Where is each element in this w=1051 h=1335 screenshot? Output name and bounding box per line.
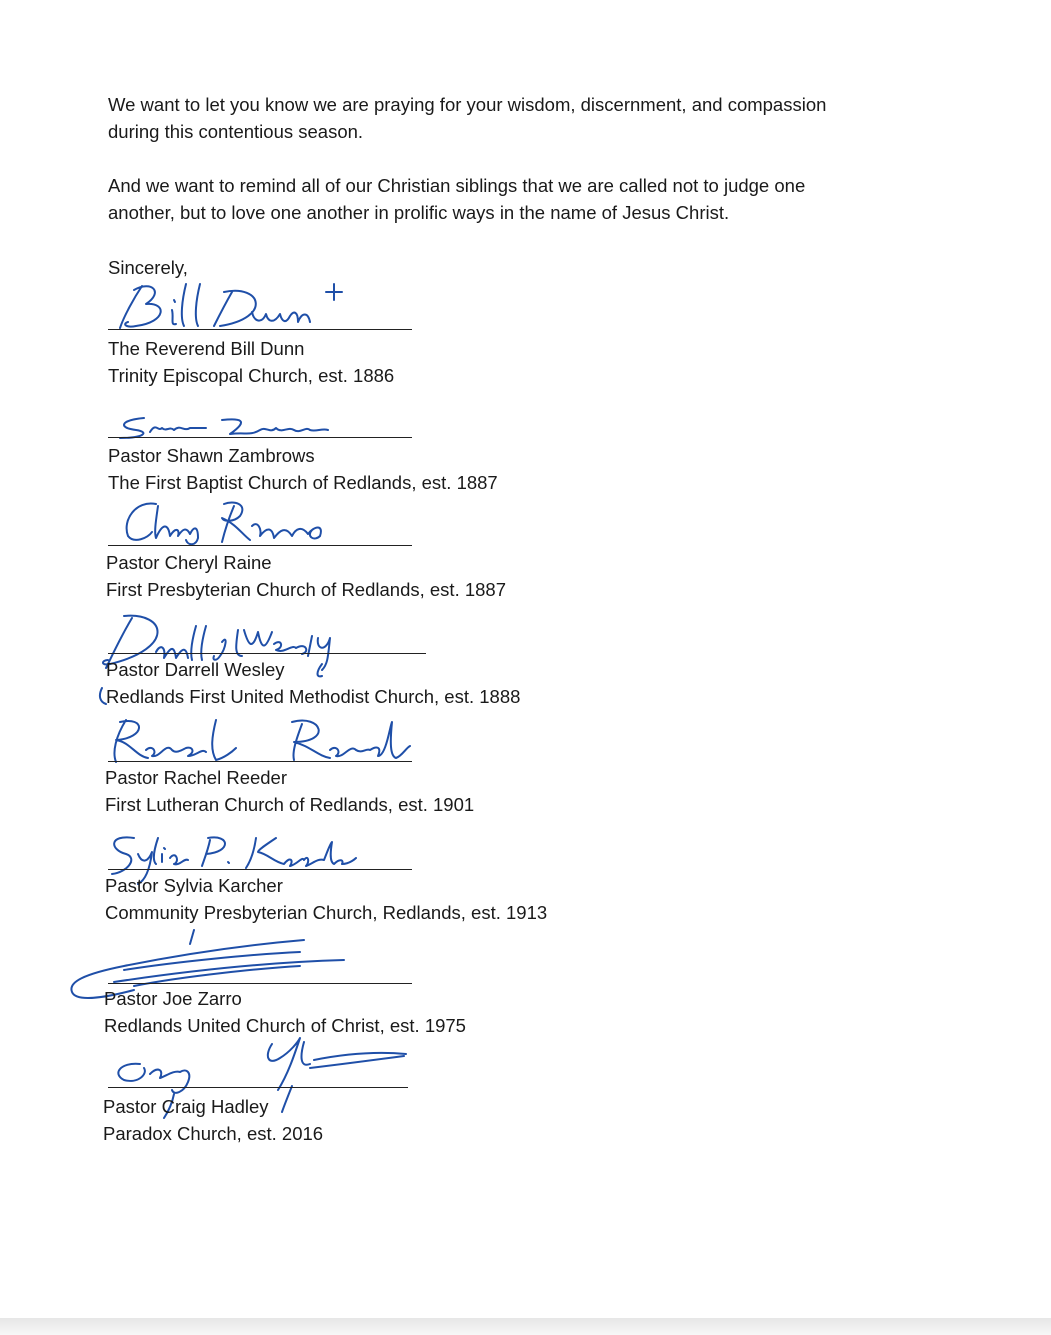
signer-church: First Lutheran Church of Redlands, est. 1901 xyxy=(105,794,475,815)
signer-8 xyxy=(103,1093,323,1147)
signature-cheryl-raine xyxy=(116,496,346,546)
signer-1 xyxy=(108,335,394,389)
signer-name: The Reverend Bill Dunn xyxy=(108,338,305,359)
paragraph-reminder-line-2: another, but to love one another in prolific ways in the name of Jesus Christ. xyxy=(108,202,730,223)
paragraph-reminder-line-1: And we want to remind all of our Christian siblings that we are called not to judge one xyxy=(108,175,806,196)
signer-church: Redlands United Church of Christ, est. 1975 xyxy=(104,1015,466,1036)
signer-name: Pastor Sylvia Karcher xyxy=(105,875,283,896)
signer-name: Pastor Darrell Wesley xyxy=(106,659,285,680)
signer-name: Pastor Joe Zarro xyxy=(104,988,242,1009)
signer-4 xyxy=(106,656,520,710)
signer-name: Pastor Craig Hadley xyxy=(103,1096,269,1117)
signature-line-5 xyxy=(108,761,412,762)
signer-name: Pastor Cheryl Raine xyxy=(106,552,272,573)
signer-church: Paradox Church, est. 2016 xyxy=(103,1123,324,1144)
signature-line-8 xyxy=(108,1087,408,1088)
paragraph-reminder xyxy=(108,172,805,226)
signer-5 xyxy=(105,764,474,818)
signer-church: Trinity Episcopal Church, est. 1886 xyxy=(108,365,395,386)
signature-bill-dunn xyxy=(112,278,362,333)
signature-line-2 xyxy=(108,437,412,438)
signer-name: Pastor Shawn Zambrows xyxy=(108,445,315,466)
signature-line-7 xyxy=(108,983,412,984)
signer-name: Pastor Rachel Reeder xyxy=(105,767,288,788)
signer-church: The First Baptist Church of Redlands, est. 1887 xyxy=(108,472,498,493)
signature-line-3 xyxy=(108,545,412,546)
signature-line-1 xyxy=(108,329,412,330)
signer-church: First Presbyterian Church of Redlands, est. 1887 xyxy=(106,579,506,600)
signature-line-4 xyxy=(108,653,426,654)
signer-church: Redlands First United Methodist Church, est. 1888 xyxy=(106,686,521,707)
signer-church: Community Presbyterian Church, Redlands, est. 1913 xyxy=(105,902,548,923)
closing: Sincerely, xyxy=(108,257,188,278)
paragraph-prayer-line-2: during this contentious season. xyxy=(108,121,364,142)
signer-6 xyxy=(105,872,547,926)
signer-7 xyxy=(104,985,466,1039)
signature-line-6 xyxy=(108,869,412,870)
signer-3 xyxy=(106,549,506,603)
paragraph-prayer-line-1: We want to let you know we are praying for your wisdom, discernment, and compassion xyxy=(108,94,827,115)
signer-2 xyxy=(108,442,498,496)
page-bottom-edge xyxy=(0,1318,1051,1335)
paragraph-prayer xyxy=(108,91,826,145)
signature-rachel-reeder xyxy=(96,712,416,768)
